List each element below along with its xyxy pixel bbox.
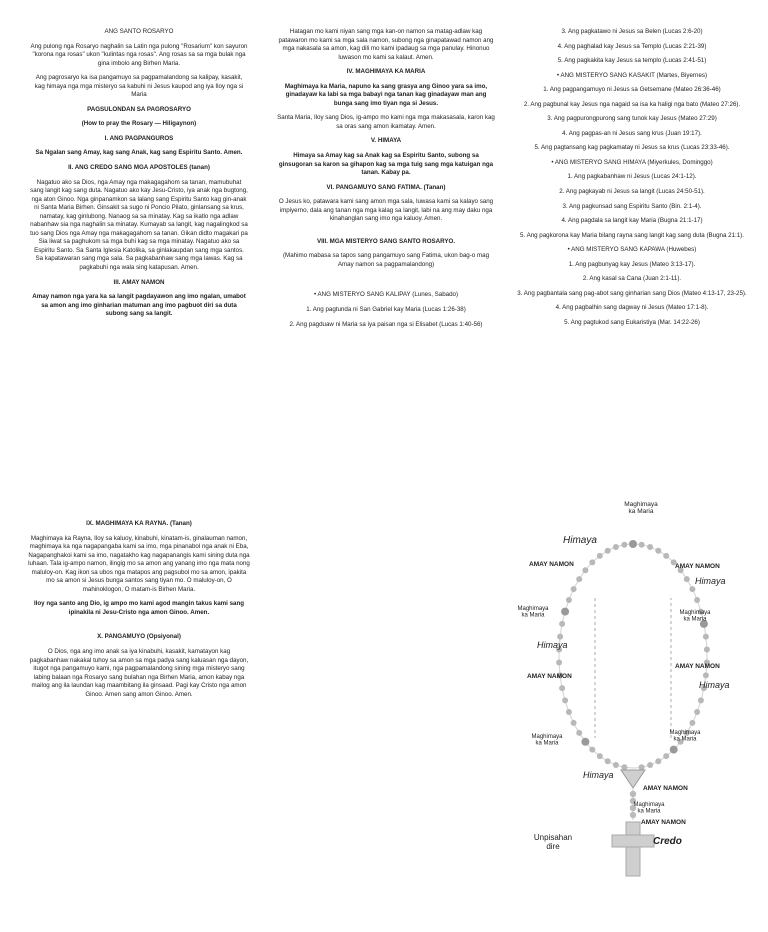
hail-mary-bead	[571, 586, 577, 592]
luminous-list	[516, 261, 748, 328]
section-3-title: III. AMAY NAMON	[113, 278, 165, 286]
section-4-body: Maghimaya ka Maria, napuno ka sang grasya ang Ginoo yara sa imo, ginadayaw ka labi sa mga babayi nga tanan kag ginadayaw man ang bunga sang imo tiyan nga si Jesus.	[284, 82, 488, 107]
joyful-title: • ANG MISTERYO SANG KALIPAY (Lunes, Sabado)	[313, 291, 459, 299]
hail-mary-bead	[582, 567, 588, 573]
list-item: 4. Ang pagbalhin sang dagway ni Jesus (Mateo 17:1-8).	[555, 304, 709, 312]
hail-mary-bead	[605, 548, 611, 554]
column-2	[276, 28, 496, 335]
list-item: 5. Ang pagtansang kag pagkamatay ni Jesus sa krus (Lucas 23:33-46).	[534, 144, 730, 152]
hail-mary-bead	[621, 764, 627, 770]
section-8-title: VIII. MGA MISTERYO SANG SANTO ROSARYO.	[316, 237, 456, 245]
hail-mary-bead	[647, 762, 653, 768]
our-father-bead	[581, 738, 589, 746]
tail-bead	[630, 791, 636, 797]
guide-note: (How to pray the Rosary — Hiligaynon)	[81, 120, 197, 128]
section-1-body: Sa Ngalan sang Amay, kag sang Anak, kag sang Espiritu Santo. Amen.	[35, 149, 243, 157]
intro-paragraph-1: Ang pulong nga Rosaryo naghalin sa Latin nga pulong "Rosarium" kon sayuron "korona nga rosas" ukon "kulintas nga rosas". Ang rosas sa sa mga bulak nga gina imbolo ang Birhen Maria.	[30, 42, 248, 67]
hail-mary-bead	[566, 597, 572, 603]
list-item: 3. Ang pagkatawo ni Jesus sa Belen (Lucas 2:6-20)	[561, 28, 703, 35]
hail-mary-bead	[562, 697, 568, 703]
hail-mary-bead	[655, 758, 661, 764]
hail-mary-bead	[639, 542, 645, 548]
section-2-body: Nagatuo ako sa Dios, nga Amay nga makagagahom sa tanan, mamubuhat sang langit kag sang duta. Nagatuo ako kay Jesu-Cristo, iya anak nga bugtong, nga aton Ginoo. Nga ginpanamkon sa lalang sang Espiritu Santo kag gin-anak ni Santa Maria Birhen. Ginsakit sa sugo ni Poncio Pilato, ginlansang sa krus, namatay, kag ginlubong. Nanaog sa sa minatay. Kag sa ikatlo nga adlaw nabanhaw sia nga naghalin sa minatay. Kumayab sa langit, kag nagalingkod sa tuo sang Dios nga Amay nga makagagahom sa tanan. Gikan didto magakari pa Sia liwat sa paghukom sa mga buhi kag sa mga minatay. Nagatuo ako sa Espiritu Santo. Sa Santa Iglesia Katolika, sa ginlakaupdan sang mga santos. Sa kapatawaran sang mga sala. Sa pagkabanhaw sang mga lawas. Kag sa pagkabuhi nga wala sing katapusan. Amen.	[30, 178, 248, 272]
hail-mary-bead	[663, 553, 669, 559]
column-1	[30, 28, 248, 325]
hail-mary-bead	[613, 762, 619, 768]
hail-mary-bead	[559, 685, 565, 691]
section-10-title: X. PANGAMUYO (Opsiyonal)	[97, 633, 181, 641]
list-item: 2. Ang kasal sa Cana (Juan 2:1-11).	[582, 275, 682, 283]
rosary-diagram	[517, 488, 743, 880]
section-9-bold: Iloy nga santo ang Dio, ig ampo mo kami agod mangin takus kami sang ipinakila ni Jesu-Cristo nga amon Ginoo. Amen.	[33, 600, 245, 616]
hail-mary-bead	[597, 753, 603, 759]
tail-bead	[630, 812, 636, 818]
label-amay-namon: AMAY NAMON	[675, 563, 720, 570]
hail-mary-bead	[684, 576, 690, 582]
joyful-list-continued	[516, 28, 748, 66]
label-amay-namon: AMAY NAMON	[643, 785, 688, 792]
hail-mary-bead	[597, 553, 603, 559]
section-5-title: V. HIMAYA	[370, 137, 402, 145]
intro-paragraph-2: Ang pagrosaryo ka isa pangamuyo sa pagpamalandong sa kalipay, kasakit, kag himaya nga mga misteryo sa kabuhi ni Jesus kaupod ang iya Iloy nga si Maria	[34, 74, 244, 99]
list-item: 4. Ang pagpas-an ni Jesus sang krus (Juan 19:17).	[562, 129, 702, 137]
list-item: 2. Ang pagkayab ni Jesus sa langit (Lucas 24:50-51).	[559, 188, 705, 196]
hail-mary-bead	[556, 660, 562, 666]
label-maghimaya: Maghimaya ka Maria	[517, 606, 549, 619]
list-item: 1. Ang pagtunda ni San Gabriel kay Maria (Lucas 1:26-38)	[306, 306, 466, 314]
label-amay-namon: AMAY NAMON	[641, 819, 686, 826]
label-amay-namon: AMAY NAMON	[527, 673, 572, 680]
hail-mary-bead	[703, 672, 709, 678]
section-3-continued: Hatagan mo kami niyan sang mga kan-on namon sa matag-adlaw kag patawaron mo kami sa mga sala namon, subong nga ginapatawad namon ang mga nakasala sa amon, kag dili mo kami ipadaug sa mga panulay. Hinonuo luwason mo kami sa kalaut. Amen.	[278, 28, 494, 61]
label-credo: Credo	[653, 836, 682, 847]
hail-mary-bead	[689, 720, 695, 726]
section-4-body-2: Santa Maria, Iloy sang Dios, ig-ampo mo kami nga mga makasasala, karon kag sa oras sang amon ikamatay. Amen.	[277, 114, 495, 130]
section-2-title: II. ANG CREDO SANG MGA APOSTOLES (tanan)	[68, 164, 210, 172]
hail-mary-bead	[576, 730, 582, 736]
section-4-title: IV. MAGHIMAYA KA MARIA	[346, 68, 426, 76]
luminous-title: • ANG MISTERYO SANG KAPAWA (Huwebes)	[567, 246, 697, 254]
hail-mary-bead	[698, 697, 704, 703]
hail-mary-bead	[613, 544, 619, 550]
section-10-body: O Dios, nga ang imo anak sa iya kinabuhi, kasakit, kamatayon kag pagkabanhaw nakakal tuhoy sa amon sa mga padya sang kaluasan nga dayon, itugot nga pangamuyo kami, nga pagpamalandong sining mga misteryo sang labing balaan nga Rosaryo sang bulahan nga Birhen Maria, amon kabay nga mailog ang ila laundan kag maambitang ila ginsaad. Pagi kay Cristo nga amon Ginoo. Amen sang amon Ginoo. Amen.	[29, 648, 249, 698]
hail-mary-bead	[621, 542, 627, 548]
label-maghimaya-top: Maghimaya ka Maria	[624, 501, 658, 516]
hail-mary-bead	[639, 764, 645, 770]
hail-mary-bead	[655, 548, 661, 554]
list-item: 4. Ang pagdala sa langit kay Maria (Bugna 21:1-17)	[561, 217, 703, 225]
list-item: 1. Ang pagpangamuyo ni Jesus sa Getsemane (Mateo 26:36-46)	[543, 86, 721, 94]
label-himaya: Himaya	[583, 770, 614, 780]
doc-title: ANG SANTO ROSARYO	[104, 28, 174, 35]
glorious-list	[516, 173, 748, 240]
label-start: Unpisahan dire	[533, 833, 573, 851]
list-item: 3. Ang pagbantala sang pag-abot sang ginharian sang Dios (Mateo 4:13-17, 23-25).	[517, 289, 747, 297]
glorious-title: • ANG MISTERYO SANG HIMAYA (Miyerkules, Dominggo)	[551, 158, 713, 166]
hail-mary-bead	[694, 709, 700, 715]
label-maghimaya: Maghimaya ka Maria	[679, 610, 711, 623]
hail-mary-bead	[689, 586, 695, 592]
label-himaya: Himaya	[537, 640, 568, 650]
label-maghimaya: Maghimaya ka Maria	[669, 730, 701, 743]
list-item: 3. Ang pagpurongpurong sang tunok kay Jesus (Mateo 27:29)	[547, 115, 717, 123]
hail-mary-bead	[704, 647, 710, 653]
list-item: 1. Ang pagbunyag kay Jesus (Mateo 3:13-17).	[568, 260, 696, 268]
hail-mary-bead	[589, 747, 595, 753]
list-item: 5. Ang pagkorona kay Maria bilang rayna sang langit kag sang duta (Bugna 21:1).	[520, 231, 744, 239]
our-father-bead	[629, 540, 637, 548]
label-himaya: Himaya	[695, 576, 726, 586]
section-5-body: Himaya sa Amay kag sa Anak kag sa Espiritu Santo, subong sa ginsugoran sa karon sa gihapon kag sa mga tuig sang mga katuigan nga tanan. Kabay pa.	[278, 152, 494, 177]
section-8-body: (Mahimo mabasa sa tapos sang pangamuyo sang Fatima, ukon bag-o mag Amay namon sa pagpamalandong)	[282, 252, 490, 268]
label-maghimaya: Maghimaya ka Maria	[531, 734, 563, 747]
section-9-body: Maghimaya ka Rayna, Iloy sa kaluoy, kinabuhi, kinatam-is, ginalauman namon, maghimaya ka nga nagapangaba kami sa imo, mga pinanabol nga anak ni Eba, Nagapanghakoi kami sa imo, nagatakho kag nagapanangis kami sining duta nga luhaan. Tala ig-ampo namon, ilingig mo sa amon ang yanang imo nga mata nong maluloy-on. Kag ikon sa ubos nga matapos ang pagsubol mo sa amon, ipakita mo sa amon si Jesus bunga santos sang tiyan mo. O maluloy-on, O mahinoklogon, O matam-is Birhen Maria.	[28, 534, 250, 593]
hail-mary-bead	[576, 576, 582, 582]
section-6-title: VI. PANGAMUYO SANG FATIMA. (Tanan)	[326, 183, 446, 191]
label-amay-namon: AMAY NAMON	[675, 663, 720, 670]
list-item: 5. Ang pagkakita kay Jesus sa templo (Lucas 2:41-51)	[557, 57, 707, 65]
section-3-body: Amay namon nga yara ka sa langit pagdayawon ang imo ngalan, umabot sa amon ang imo ginharian matuman ang imo pagbuot diri sa duta subong sang sa langit.	[32, 293, 246, 318]
hail-mary-bead	[566, 709, 572, 715]
hail-mary-bead	[647, 544, 653, 550]
joyful-list	[276, 306, 496, 329]
label-himaya: Himaya	[699, 680, 730, 690]
our-father-bead	[561, 608, 569, 616]
list-item: 5. Ang pagtukod sang Eukaristiya (Mar. 14:22-26)	[564, 318, 700, 326]
list-item: 1. Ang pagkabanhaw ni Jesus (Lucas 24:1-12).	[567, 173, 697, 181]
hail-mary-bead	[694, 597, 700, 603]
sorrowful-list	[516, 86, 748, 153]
label-himaya: Himaya	[563, 535, 597, 546]
list-item: 2. Ang pagbunal kay Jesus nga nagaid sa isa ka haligi nga bato (Mateo 27:26).	[523, 100, 741, 108]
column-4	[28, 520, 250, 705]
hail-mary-bead	[571, 720, 577, 726]
hail-mary-bead	[589, 559, 595, 565]
hail-mary-bead	[663, 753, 669, 759]
label-amay-namon: AMAY NAMON	[529, 561, 574, 568]
label-maghimaya: Maghimaya ka Maria	[633, 802, 665, 815]
column-3	[516, 28, 748, 333]
section-1-title: I. ANG PAGPANGUROS	[104, 134, 174, 142]
hail-mary-bead	[605, 758, 611, 764]
list-item: 4. Ang paghalad kay Jesus sa Templo (Lucas 2:21-39)	[557, 42, 707, 50]
hail-mary-bead	[559, 621, 565, 627]
hail-mary-bead	[703, 634, 709, 640]
list-item: 3. Ang pagkunsad sang Espiritu Santo (Bin. 2:1-4).	[562, 202, 702, 210]
hail-mary-bead	[557, 634, 563, 640]
our-father-bead	[670, 746, 678, 754]
guide-title: PAGSULONDAN SA PAGROSARYO	[87, 105, 191, 113]
sorrowful-title: • ANG MISTERYO SANG KASAKIT (Martes, Biyernes)	[556, 71, 708, 79]
section-6-body: O Jesus ko, patawara kami sang amon mga sala, luwasa kami sa kalayo sang impiyerno, dala ang tanan nga mga kalag sa langit, labi na ang may daku nga kinahanglan sang imo nga kaluoy. Amen.	[278, 198, 494, 223]
list-item: 2. Ang pagduaw ni Maria sa iya paisan nga si Elisabet (Lucas 1:40-56)	[289, 320, 483, 328]
section-9-title: IX. MAGHIMAYA KA RAYNA. (Tanan)	[86, 520, 192, 527]
